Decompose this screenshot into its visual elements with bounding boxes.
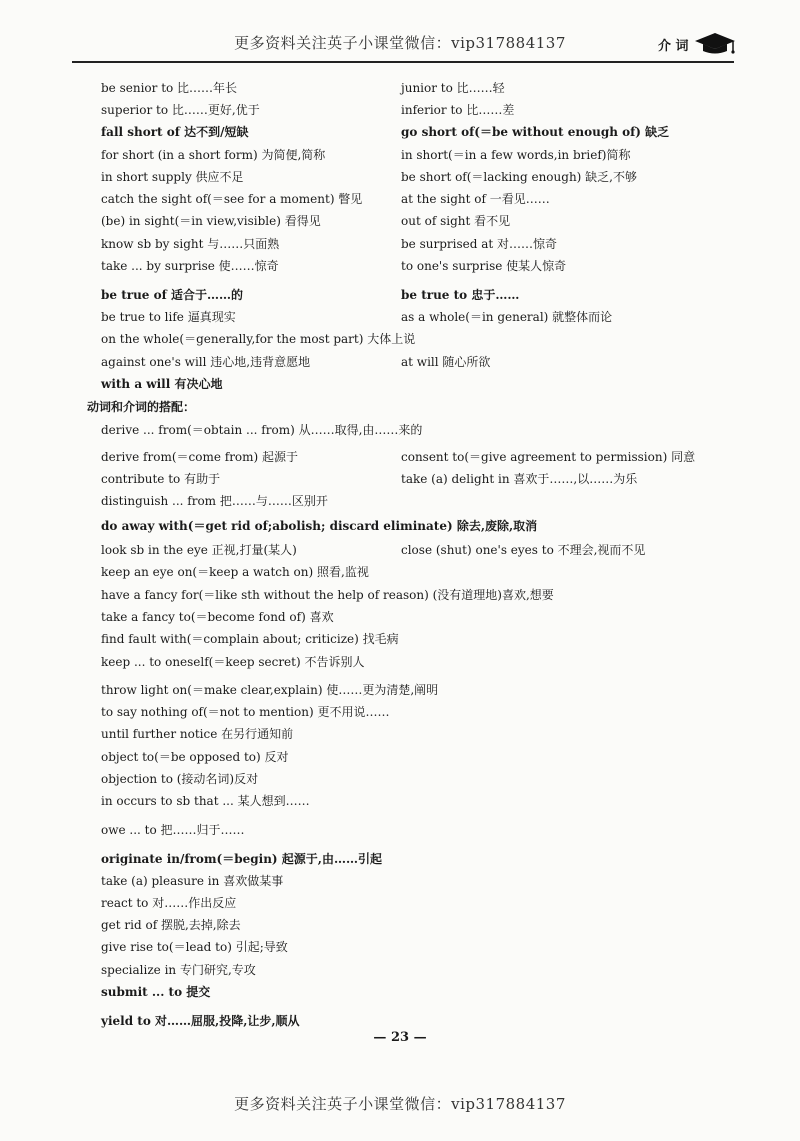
phrase-row xyxy=(101,256,741,276)
phrase-row xyxy=(101,100,741,120)
phrase-row xyxy=(101,820,741,840)
phrase-left: derive from(＝come from) 起源于 xyxy=(101,450,299,464)
graduation-cap-icon xyxy=(693,29,737,55)
phrase-left: have a fancy for(＝like sth without the help of reason) (没有道理地)喜欢,想要 xyxy=(101,588,554,602)
phrase-row xyxy=(101,680,741,700)
phrase-left: find fault with(＝complain about; criticize) 找毛病 xyxy=(101,632,399,646)
phrase-left: react to 对……作出反应 xyxy=(101,896,237,910)
phrase-row xyxy=(101,78,741,98)
phrase-row xyxy=(101,585,741,605)
phrase-left: be senior to 比……年长 xyxy=(101,81,238,95)
phrase-left: fall short of 达不到/短缺 xyxy=(101,125,249,139)
phrase-left: yield to 对……屈服,投降,让步,顺从 xyxy=(101,1014,300,1028)
phrase-right: inferior to 比……差 xyxy=(401,103,515,117)
phrase-row xyxy=(101,352,741,372)
phrase-left: in short supply 供应不足 xyxy=(101,170,244,184)
phrase-row xyxy=(101,724,741,744)
phrase-right: as a whole(＝in general) 就整体而论 xyxy=(401,310,613,324)
phrase-right: consent to(＝give agreement to permission) 同意 xyxy=(401,450,696,464)
phrase-row xyxy=(101,849,741,869)
phrase-left: object to(＝be opposed to) 反对 xyxy=(101,750,289,764)
header-rule xyxy=(72,61,734,63)
phrase-row xyxy=(101,871,741,891)
phrase-right: junior to 比……轻 xyxy=(401,81,505,95)
phrase-row xyxy=(101,189,741,209)
phrase-left: take (a) pleasure in 喜欢做某事 xyxy=(101,874,284,888)
watermark-bottom: 更多资料关注英子小课堂微信：vip317884137 xyxy=(234,1095,566,1113)
phrase-row xyxy=(101,491,741,511)
phrase-left: know sb by sight 与……只面熟 xyxy=(101,237,280,251)
phrase-right: take (a) delight in 喜欢于……,以……为乐 xyxy=(401,472,638,486)
phrase-row xyxy=(101,447,741,467)
phrase-left: until further notice 在另行通知前 xyxy=(101,727,294,741)
phrase-row xyxy=(101,702,741,722)
phrase-row xyxy=(101,562,741,582)
phrase-left: to say nothing of(＝not to mention) 更不用说…… xyxy=(101,705,390,719)
phrase-row xyxy=(101,234,741,254)
phrase-left: derive ... from(＝obtain ... from) 从……取得,由……来的 xyxy=(101,423,423,437)
phrase-row xyxy=(101,982,741,1002)
phrase-row xyxy=(101,915,741,935)
page-number: — 23 — xyxy=(373,1030,427,1045)
phrase-left: keep ... to oneself(＝keep secret) 不告诉别人 xyxy=(101,655,365,669)
phrase-row xyxy=(101,307,741,327)
phrase-left: take a fancy to(＝become fond of) 喜欢 xyxy=(101,610,334,624)
phrase-row xyxy=(101,1011,741,1031)
phrase-left: look sb in the eye 正视,打量(某人) xyxy=(101,543,297,557)
phrase-left: on the whole(＝generally,for the most part) 大体上说 xyxy=(101,332,416,346)
phrase-left: owe ... to 把……归于…… xyxy=(101,823,245,837)
phrase-left: submit ... to 提交 xyxy=(101,985,211,999)
phrase-right: go short of(＝be without enough of) 缺乏 xyxy=(401,125,670,139)
phrase-right: be short of(＝lacking enough) 缺乏,不够 xyxy=(401,170,637,184)
section-heading: 动词和介词的搭配： xyxy=(87,400,196,414)
phrase-left: against one's will 违心地,违背意愿地 xyxy=(101,355,311,369)
phrase-row xyxy=(101,211,741,231)
phrase-left: be true of 适合于……的 xyxy=(101,288,243,302)
phrase-left: get rid of 摆脱,去掉,除去 xyxy=(101,918,241,932)
phrase-left: throw light on(＝make clear,explain) 使……更为清楚,阐明 xyxy=(101,683,439,697)
phrase-right: out of sight 看不见 xyxy=(401,214,511,228)
phrase-right: in short(＝in a few words,in brief)简称 xyxy=(401,148,631,162)
phrase-row xyxy=(101,516,741,536)
phrase-right: close (shut) one's eyes to 不理会,视而不见 xyxy=(401,543,646,557)
phrase-row xyxy=(101,329,741,349)
phrase-row xyxy=(101,769,741,789)
phrase-left: give rise to(＝lead to) 引起;导致 xyxy=(101,940,288,954)
phrase-right: at will 随心所欲 xyxy=(401,355,491,369)
phrase-row xyxy=(101,285,741,305)
phrase-left: contribute to 有助于 xyxy=(101,472,221,486)
phrase-left: for short (in a short form) 为简便,简称 xyxy=(101,148,326,162)
phrase-left: do away with(＝get rid of;abolish; discard eliminate) 除去,废除,取消 xyxy=(101,519,538,533)
phrase-row xyxy=(101,167,741,187)
phrase-left: objection to (接动名词)反对 xyxy=(101,772,259,786)
phrase-row xyxy=(101,893,741,913)
phrase-row xyxy=(101,469,741,489)
phrase-row xyxy=(101,747,741,767)
phrase-right: at the sight of 一看见…… xyxy=(401,192,550,206)
phrase-row xyxy=(101,652,741,672)
phrase-row xyxy=(101,540,741,560)
phrase-left: keep an eye on(＝keep a watch on) 照看,监视 xyxy=(101,565,369,579)
phrase-left: originate in/from(＝begin) 起源于,由……引起 xyxy=(101,852,382,866)
section-label: 介 词 xyxy=(658,39,689,54)
phrase-left: catch the sight of(＝see for a moment) 瞥见 xyxy=(101,192,363,206)
phrase-left: in occurs to sb that ... 某人想到…… xyxy=(101,794,310,808)
phrase-row xyxy=(101,374,741,394)
phrase-row xyxy=(101,145,741,165)
phrase-right: be surprised at 对……惊奇 xyxy=(401,237,558,251)
phrase-row xyxy=(101,420,741,440)
phrase-left: distinguish ... from 把……与……区别开 xyxy=(101,494,328,508)
watermark-top: 更多资料关注英子小课堂微信：vip317884137 xyxy=(234,34,566,52)
phrase-left: (be) in sight(＝in view,visible) 看得见 xyxy=(101,214,321,228)
phrase-row xyxy=(101,629,741,649)
phrase-left: superior to 比……更好,优于 xyxy=(101,103,260,117)
phrase-left: be true to life 逼真现实 xyxy=(101,310,236,324)
phrase-row xyxy=(101,937,741,957)
phrase-right: be true to 忠于…… xyxy=(401,288,520,302)
phrase-row xyxy=(101,791,741,811)
phrase-left: specialize in 专门研究,专攻 xyxy=(101,963,256,977)
phrase-left: take ... by surprise 使……惊奇 xyxy=(101,259,279,273)
phrase-left: with a will 有决心地 xyxy=(101,377,223,391)
phrase-row xyxy=(101,607,741,627)
phrase-row xyxy=(101,122,741,142)
phrase-right: to one's surprise 使某人惊奇 xyxy=(401,259,567,273)
phrase-row xyxy=(101,960,741,980)
